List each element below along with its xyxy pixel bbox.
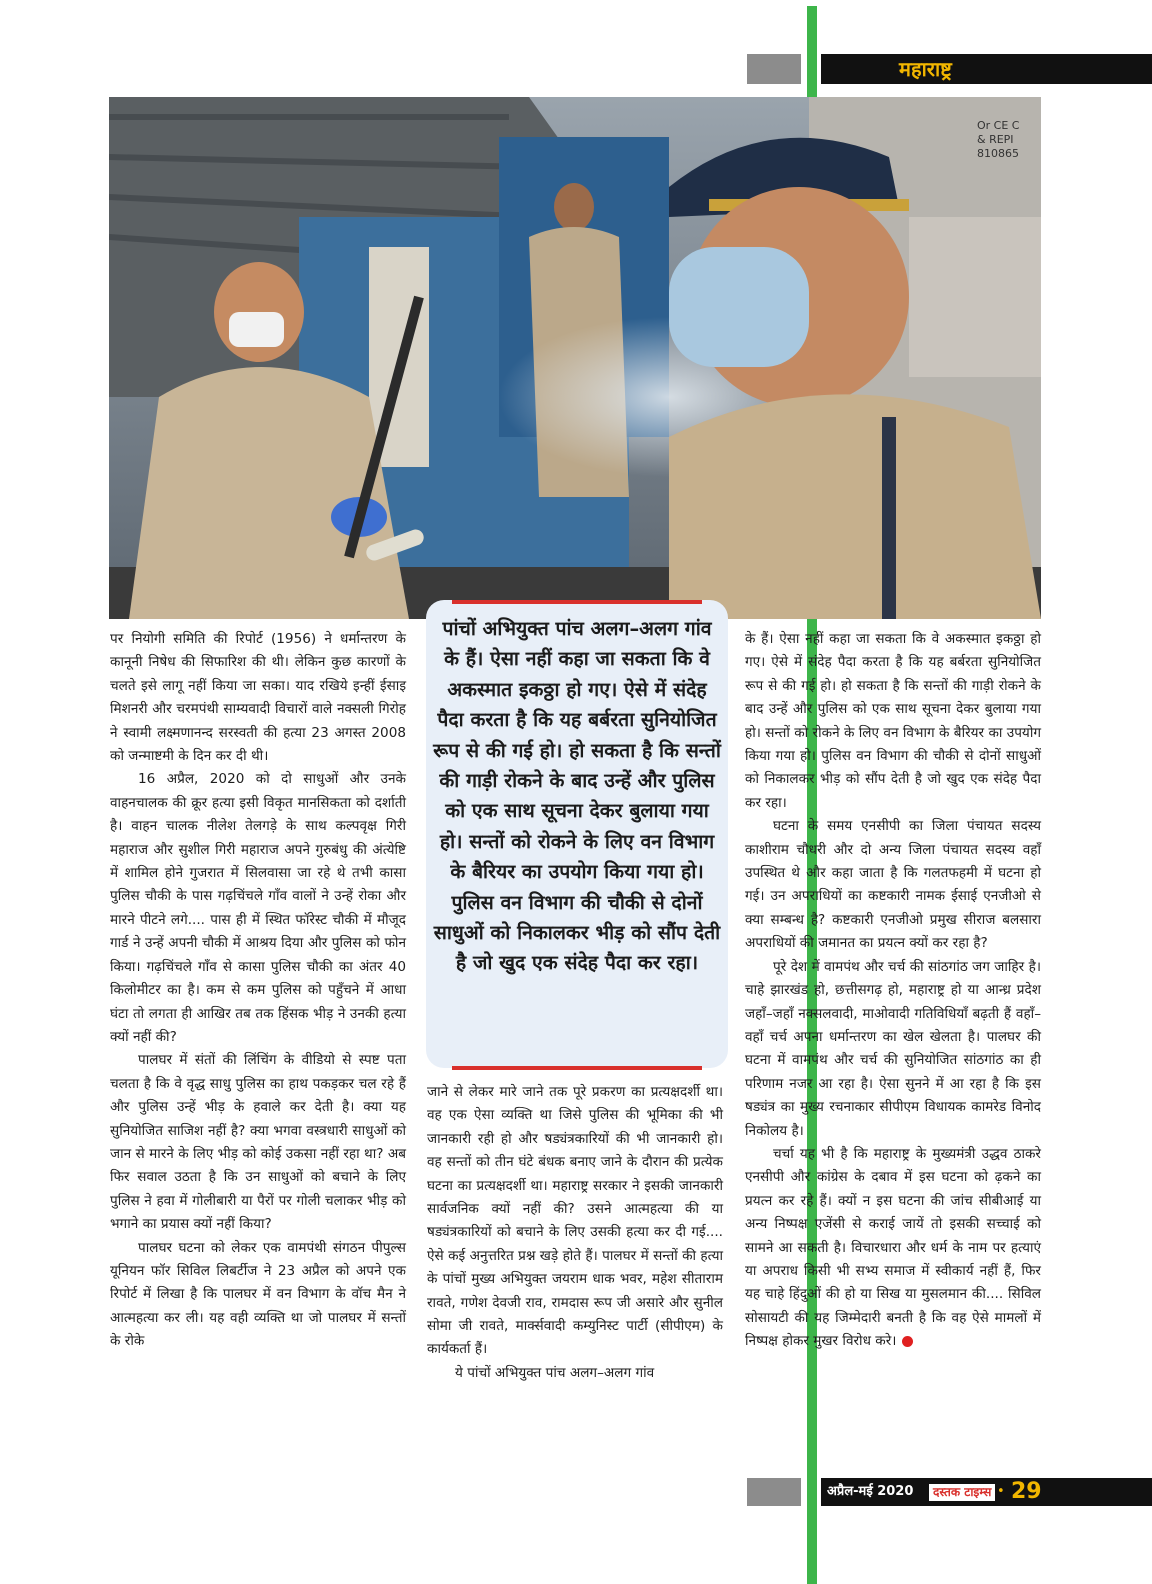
col2-paragraph-1: जाने से लेकर मारे जाने तक पूरे प्रकरण का प्रत्यक्षदर्शी था। वह एक ऐसा व्यक्ति था जिसे पुलिस की भूमिका की भी जानकारी रही हो और षड्यंत्रकारियों की भी जानकारी हो। वह सन्तों को तीन घंटे बंधक बनाए जाने के दौरान की प्रत्येक घटना का प्रत्यक्षदर्शी था। महाराष्ट्र सरकार ने इसकी जानकारी सार्वजनिक क्यों नहीं की? उसने आत्महत्या की या षड्यंत्रकारियों को बचाने के लिए उसकी हत्या कर दी गई.... ऐसे कई अनुत्तरित प्रश्न खड़े होते हैं। पालघर में सन्तों की हत्या के पांचों मुख्य अभियुक्त जयराम धाक भवर, महेश सीताराम रावते, गणेश देवजी राव, रामदास रूप जी असारे और सुनील सोमा जी रावते, मार्क्सवादी कम्युनिस्ट पार्टी (सीपीएम) के कार्यकर्ता हैं। bbox=[427, 1084, 723, 1358]
pull-quote-top-rule bbox=[452, 600, 702, 604]
magazine-logo: दस्तक टाइम्स bbox=[929, 1484, 995, 1501]
end-mark-icon bbox=[902, 1336, 913, 1347]
col3-paragraph-3: पूरे देश में वामपंथ और चर्च की सांठगांठ जग जाहिर है। चाहे झारखंड हो, छत्तीसगढ़ हो, महाराष्ट्र हो या आन्ध्र प्रदेश जहाँ–जहाँ नक्सलवादी, माओवादी गतिविधियाँ बढ़ती हैं वहाँ–वहाँ चर्च अपना धर्मान्तरण का खेल खेलता है। पालघर की घटना में वामपंथ और चर्च की सुनियोजित सांठगांठ का ही परिणाम नजर आ रहा है। ऐसा सुनने में आ रहा है कि इस षड्यंत्र का मुख्य रचनाकार सीपीएम विधायक कामरेड विनोद निकोलय है। bbox=[745, 958, 1041, 1139]
article-photo bbox=[109, 97, 1041, 619]
page-number: 29 bbox=[1011, 1479, 1042, 1504]
pull-quote-box bbox=[426, 600, 728, 1068]
col1-paragraph-2: 16 अप्रैल, 2020 को दो साधुओं और उनके वाहनचालक की क्रूर हत्या इसी विकृत मानसिकता को दर्शाती है। वाहन चालक नीलेश तेलगड़े के साथ कल्पवृक्ष गिरी महाराज और सुशील गिरी महाराज अपने गुरुबंधु की अंत्येष्टि में शामिल होने गुजरात में सिलवासा जा रहे थे तभी कासा पुलिस चौकी के पास गढ़चिंचले गाँव वालों ने उन्हें रोका और मारने पीटने लगे.... पास ही में स्थित फॉरेस्ट चौकी में मौजूद गार्ड ने उन्हें अपनी चौकी में आश्रय दिया और पुलिस को फोन किया। गढ़चिंचले गाँव से कासा पुलिस चौकी का अंतर 40 किलोमीटर का है। कम से कम पुलिस को पहुँचने में आधा घंटा तो लगता ही आखिर तब तक हिंसक भीड़ ने उनकी हत्या क्यों नहीं की? bbox=[110, 771, 406, 1045]
pull-quote-bottom-rule bbox=[452, 1066, 702, 1070]
article-column-3 bbox=[745, 628, 1041, 1354]
col2-paragraph-2: ये पांचों अभियुक्त पांच अलग–अलग गांव bbox=[455, 1364, 655, 1381]
col1-paragraph-1: पर नियोगी समिति की रिपोर्ट (1956) ने धर्मान्तरण के कानूनी निषेध की सिफारिश की थी। लेकिन कुछ कारणों के चलते इसे लागू नहीं किया जा सका। याद रखिये इन्हीं ईसाइ मिशनरी और चरमपंथी साम्यवादी विचारों वाले नक्सली गिरोह ने स्वामी लक्ष्मणानन्द सरस्वती की हत्या 23 अगस्त 2008 को जन्माष्टमी के दिन कर दी थी। bbox=[110, 631, 406, 765]
issue-date: अप्रैल-मई 2020 bbox=[827, 1484, 914, 1499]
col1-paragraph-3: पालघर में संतों की लिंचिंग के वीडियो से स्पष्ट पता चलता है कि वे वृद्ध साधु पुलिस का हाथ पकड़कर चल रहे हैं और पुलिस उन्हें भीड़ के हवाले कर देती है। क्या यह सुनियोजित साजिश नहीं है? क्या भगवा वस्त्रधारी साधुओं को जान से मारने के लिए भीड़ को कोई उकसा नहीं रहा था? अब फिर सवाल उठता है कि उन साधुओं को बचाने के लिए पुलिस ने हवा में गोलीबारी या पैरों पर गोली चलाकर भीड़ को भगाने का प्रयास क्यों नहीं किया? bbox=[110, 1052, 406, 1233]
section-header bbox=[821, 54, 1152, 84]
col3-paragraph-4 bbox=[745, 1143, 1041, 1354]
footer-separator: • bbox=[997, 1484, 1005, 1499]
col3-paragraph-1: के हैं। ऐसा नहीं कहा जा सकता कि वे अकस्मात इकठ्ठा हो गए। ऐसे में संदेह पैदा करता है कि यह बर्बरता सुनियोजित रूप से की गई हो। हो सकता है कि सन्तों की गाड़ी रोकने के बाद उन्हें और पुलिस को एक साथ सूचना देकर बुलाया गया हो। सन्तों को रोकने के लिए वन विभाग के बैरियर का उपयोग किया गया हो। पुलिस वन विभाग की चौकी से दोनों साधुओं को निकालकर भीड़ को सौंप देती है जो खुद एक संदेह पैदा कर रहा। bbox=[745, 631, 1041, 811]
sign-line-1: Or CE C bbox=[977, 119, 1020, 132]
article-column-2 bbox=[427, 1081, 723, 1385]
footer-bar bbox=[821, 1478, 1152, 1506]
article-column-1 bbox=[110, 628, 406, 1354]
col3-paragraph-4-text: चर्चा यह भी है कि महाराष्ट्र के मुख्यमंत्री उद्धव ठाकरे एनसीपी और कांग्रेस के दबाव में इस घटना को ढ़कने का प्रयत्न कर रहे हैं। क्यों न इस घटना की जांच सीबीआई या अन्य निष्पक्ष एजेंसी से कराई जायें तो इसकी सच्चाई को सामने आ सकती है। विचारधारा और धर्म के नाम पर हत्याएं या अपराध किसी भी सभ्य समाज में स्वीकार्य नहीं हैं, फिर यह चाहे हिंदुओं की हो या सिख या मुसलमान की.... सिविल सोसायटी की यह जिम्मेदारी बनती है कि वह ऐसे मामलों में निष्पक्ष होकर मुखर विरोध करे। bbox=[745, 1145, 1041, 1350]
footer-gray-block bbox=[747, 1478, 801, 1506]
photo-police-sanitizing-icon bbox=[109, 97, 1041, 619]
section-title: महाराष्ट्र bbox=[899, 57, 952, 81]
col1-paragraph-4: पालघर घटना को लेकर एक वामपंथी संगठन पीपुल्स यूनियन फॉर सिविल लिबर्टीज ने 23 अप्रैल को अपने एक रिपोर्ट में लिखा है कि पालघर में वन विभाग के वॉच मैन ने आत्महत्या कर ली। यह वही व्यक्ति था जो पालघर में सन्तों के रोके bbox=[110, 1239, 406, 1350]
col3-paragraph-2: घटना के समय एनसीपी का जिला पंचायत सदस्य काशीराम चौधरी और दो अन्य जिला पंचायत सदस्य वहाँ उपस्थित थे और कहा जाता है कि गलतफहमी में घटना हो गई। उन अपराधियों का कष्टकारी नामक ईसाई एनजीओ से क्या सम्बन्ध है? कष्टकारी एनजीओ प्रमुख सीराज बलसारा अपराधियों की जमानत का प्रयत्न क्यों कर रहा है? bbox=[745, 818, 1041, 952]
pull-quote-text: पांचों अभियुक्त पांच अलग–अलग गांव के हैं। ऐसा नहीं कहा जा सकता कि वे अकस्मात इकठ्ठा हो गए। ऐसे में संदेह पैदा करता है कि यह बर्बरता सुनियोजित रूप से की गई हो। हो सकता है कि सन्तों की गाड़ी रोकने के बाद उन्हें और पुलिस को एक साथ सूचना देकर बुलाया गया हो। सन्तों को रोकने के लिए वन विभाग के बैरियर का उपयोग किया गया हो। पुलिस वन विभाग की चौकी से दोनों साधुओं को निकालकर भीड़ को सौंप देती है जो खुद एक संदेह पैदा कर रहा। bbox=[433, 617, 721, 975]
header-gray-block bbox=[747, 54, 801, 84]
sign-line-2: & REPI bbox=[977, 133, 1014, 146]
sign-line-3: 810865 bbox=[977, 147, 1019, 160]
